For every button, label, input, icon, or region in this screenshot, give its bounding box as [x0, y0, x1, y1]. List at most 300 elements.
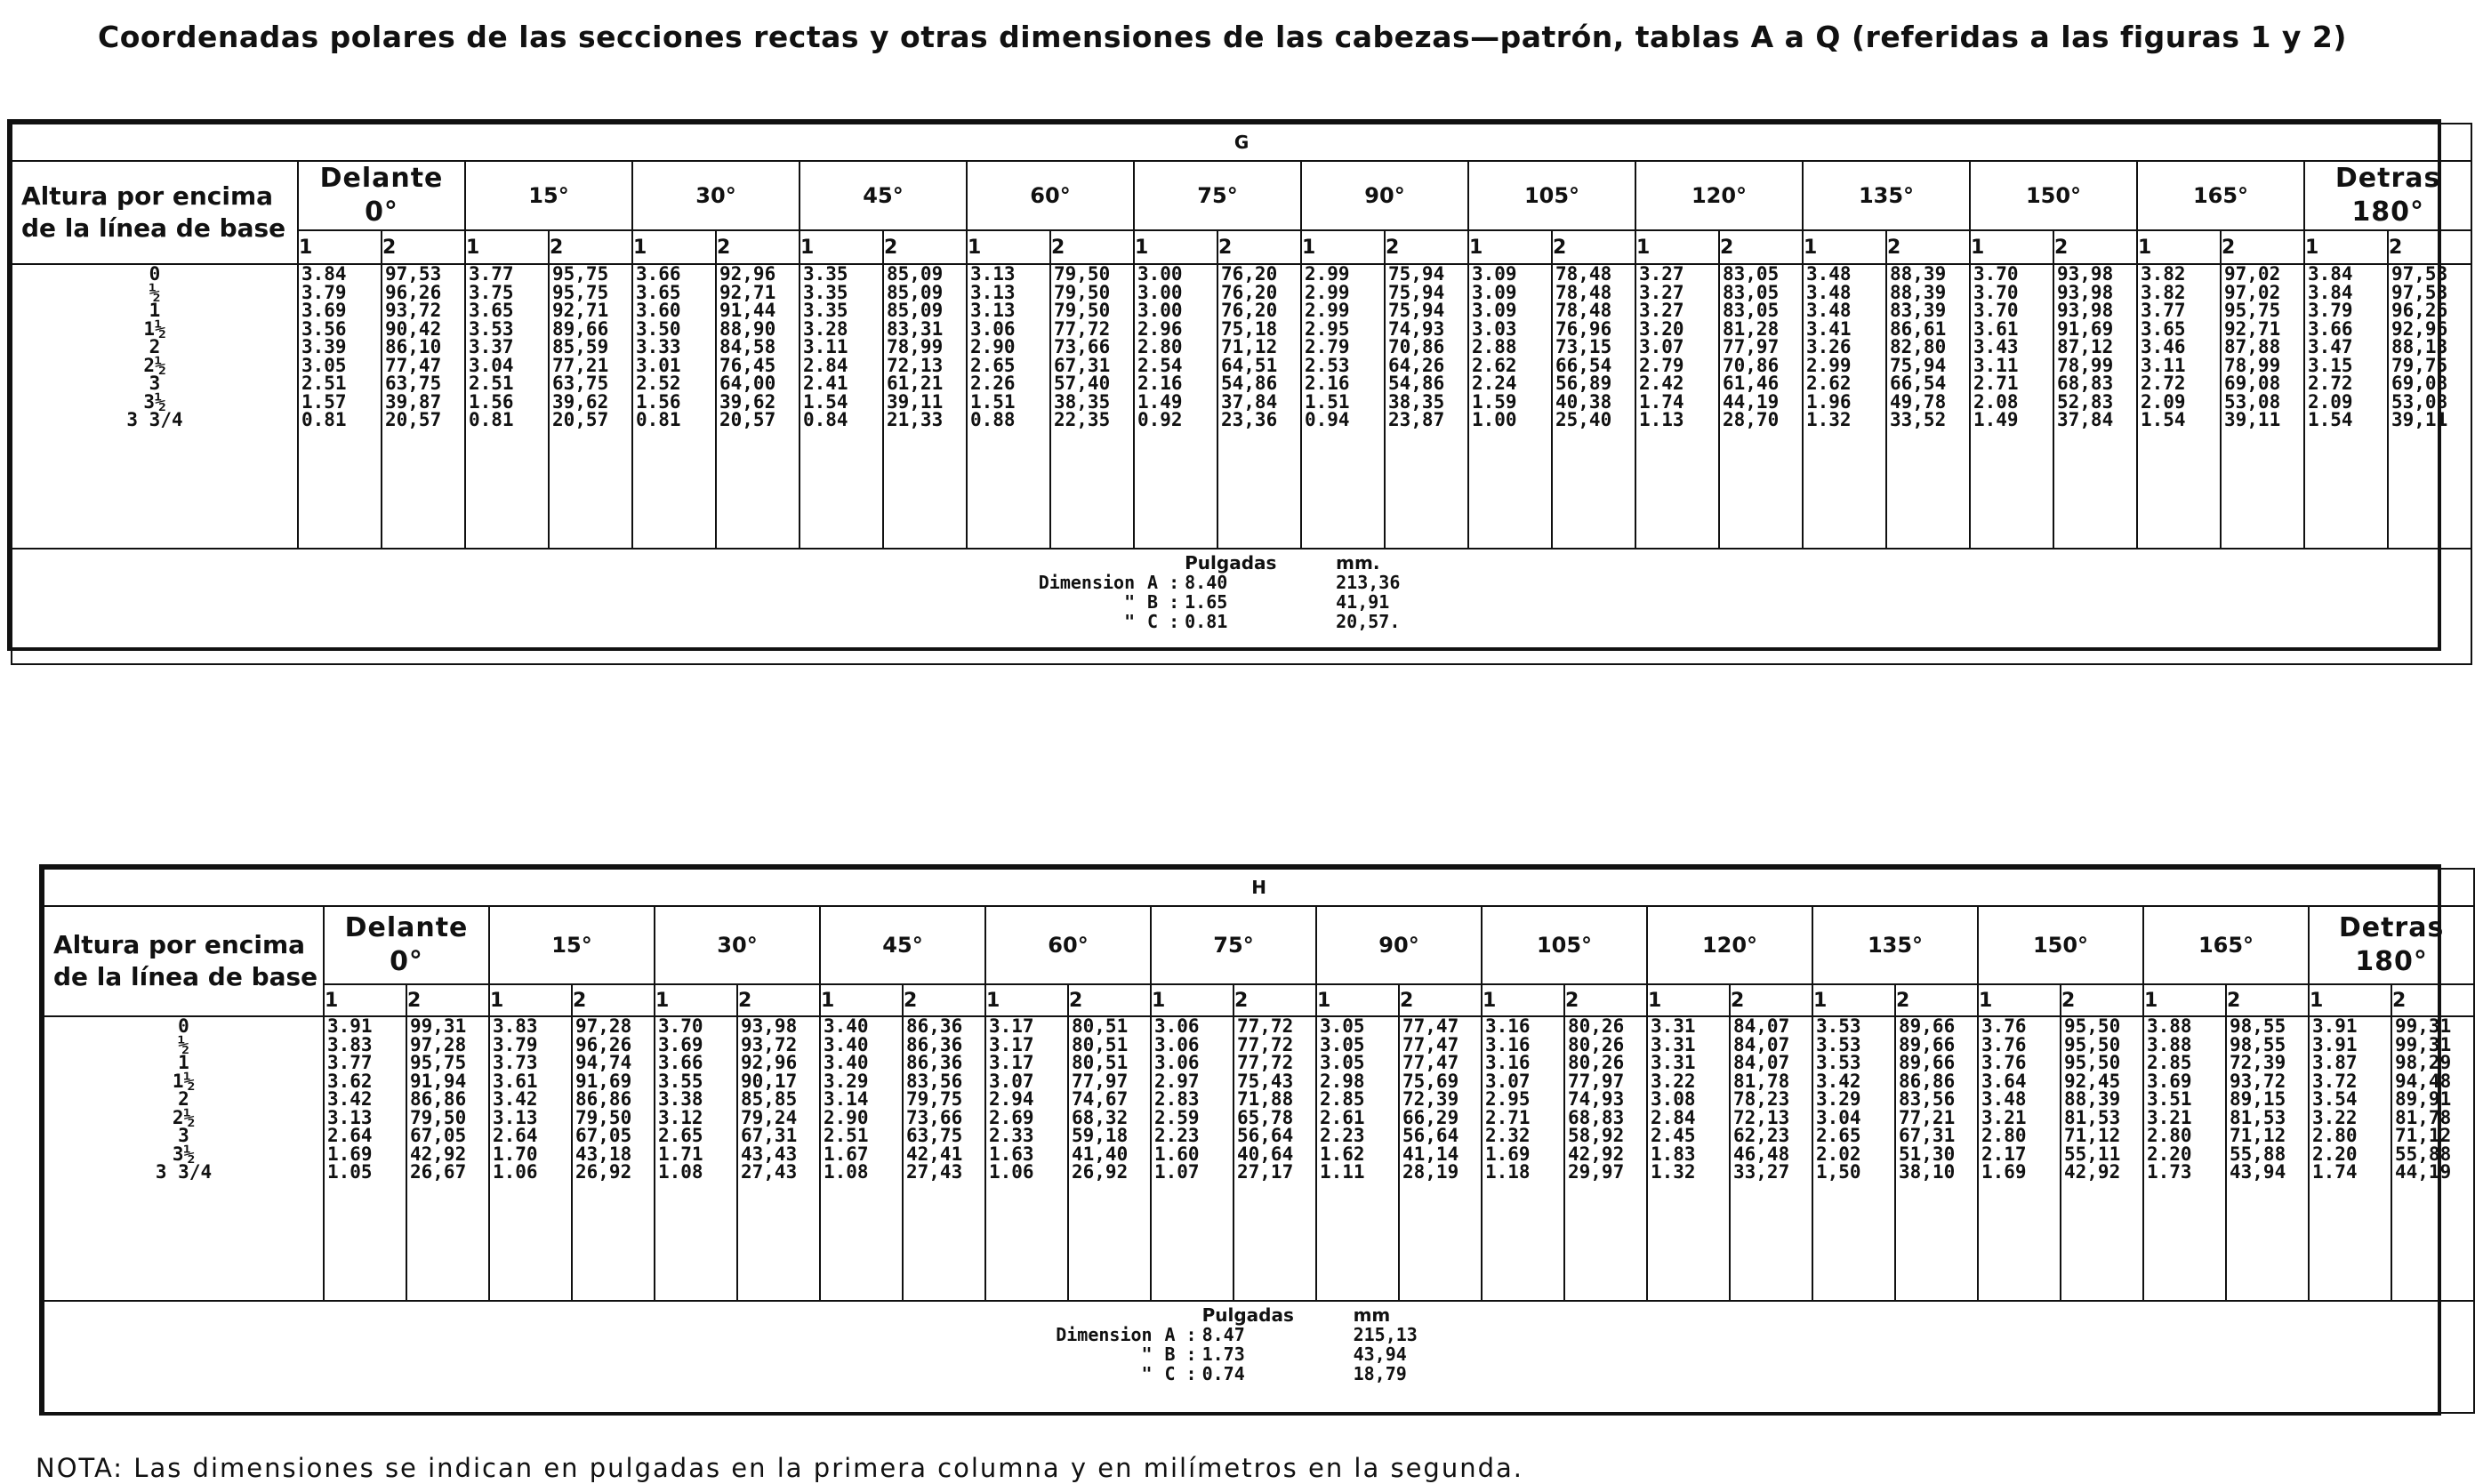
- inch-value: 1.32: [1651, 1161, 1696, 1183]
- inch-value: 3.20: [1639, 317, 1684, 340]
- inch-value: 3.82: [2141, 263, 2186, 285]
- inch-value: 1.54: [2308, 409, 2353, 430]
- mm-value: 84,58: [719, 336, 776, 357]
- mm-value: 71,88: [1237, 1088, 1294, 1110]
- mm-value: 49,78: [1890, 390, 1947, 413]
- mm-value: 75,43: [1237, 1070, 1294, 1092]
- height-value: 2½: [172, 1106, 196, 1128]
- inch-values: [1803, 264, 1886, 549]
- inch-value: 3.04: [469, 354, 514, 376]
- inch-value: 3.05: [1320, 1015, 1365, 1037]
- inch-value: 2.54: [1137, 354, 1183, 376]
- mm-value: 89,91: [2395, 1088, 2452, 1110]
- inch-value: 2.64: [493, 1125, 538, 1146]
- mm-value: 42,92: [1568, 1143, 1625, 1165]
- mm-unit-label: mm.: [1336, 552, 1380, 574]
- inch-value: 1.13: [1639, 409, 1684, 430]
- height-value: 2: [178, 1088, 189, 1110]
- inch-value: 2.41: [803, 373, 848, 394]
- mm-value: 78,48: [1555, 263, 1612, 285]
- sub-column-header: 2: [2221, 230, 2304, 264]
- dimension-letter: C :: [1164, 1363, 1197, 1384]
- sub-column-header: 1: [1647, 984, 1730, 1016]
- mm-value: 56,64: [1402, 1125, 1459, 1146]
- inch-value: 2.80: [2312, 1125, 2358, 1146]
- inch-value: 3.56: [301, 317, 347, 340]
- inch-value: 2.80: [1981, 1125, 2027, 1146]
- inch-value: 2.20: [2147, 1143, 2192, 1165]
- inch-unit-label: Pulgadas: [1185, 552, 1277, 574]
- mm-value: 98,55: [2230, 1015, 2286, 1037]
- mm-value: 92,96: [741, 1052, 798, 1073]
- mm-value: 39,62: [719, 390, 776, 413]
- inch-value: 1.69: [1485, 1143, 1531, 1165]
- mm-value: 27,17: [1237, 1161, 1294, 1183]
- inch-value: 3.53: [1816, 1052, 1861, 1073]
- inch-value: 3.79: [301, 281, 347, 303]
- mm-value: 76,20: [1221, 281, 1278, 303]
- mm-value: 88,90: [719, 317, 776, 340]
- inch-value: 2.90: [970, 336, 1016, 357]
- mm-value: 77,72: [1054, 317, 1111, 340]
- mm-value: 89,66: [1899, 1052, 1956, 1073]
- angle-header: Detras 180°: [2304, 161, 2471, 230]
- mm-values: [1895, 1016, 1978, 1301]
- mm-value: 26,67: [410, 1161, 467, 1183]
- mm-value: 40,38: [1555, 390, 1612, 413]
- inch-values: [1647, 1016, 1730, 1301]
- inch-value: 3.91: [2312, 1015, 2358, 1037]
- inch-value: 2.45: [1651, 1125, 1696, 1146]
- angle-header: Delante 0°: [324, 906, 489, 984]
- dimensions: [1010, 1305, 1508, 1384]
- inch-value: 3.05: [301, 354, 347, 376]
- inch-value: 3.40: [824, 1033, 869, 1055]
- height-value: 3: [178, 1125, 189, 1146]
- inch-value: 1.49: [1973, 409, 2019, 430]
- inch-value: 1.63: [989, 1143, 1034, 1165]
- inch-value: 1.07: [1154, 1161, 1200, 1183]
- mm-value: 80,26: [1568, 1015, 1625, 1037]
- inch-value: 1.18: [1485, 1161, 1531, 1183]
- mm-value: 96,26: [2391, 300, 2448, 321]
- mm-value: 86,36: [906, 1015, 963, 1037]
- angle-header: 150°: [1978, 906, 2143, 984]
- mm-value: 43,43: [741, 1143, 798, 1165]
- mm-value: 87,88: [2224, 336, 2281, 357]
- mm-value: 97,53: [2391, 281, 2448, 303]
- mm-value: 79,50: [1054, 300, 1111, 321]
- inch-value: 1.49: [1137, 390, 1183, 413]
- mm-value: 96,26: [385, 281, 442, 303]
- inch-value: 2.99: [1806, 354, 1852, 376]
- inch-value: 0.88: [970, 409, 1016, 430]
- mm-value: 64,51: [1221, 354, 1278, 376]
- mm-value: 39,87: [385, 390, 442, 413]
- mm-value: 63,75: [906, 1125, 963, 1146]
- inch-value: 3.75: [469, 281, 514, 303]
- inch-value: 3.31: [1651, 1015, 1696, 1037]
- inch-value: 2.71: [1973, 373, 2019, 394]
- mm-value: 86,86: [575, 1088, 632, 1110]
- inch-value: 2.79: [1305, 336, 1350, 357]
- angle-header: 105°: [1468, 161, 1635, 230]
- inch-values: [2309, 1016, 2391, 1301]
- dimension-label: Dimension: [1056, 1324, 1153, 1345]
- inch-values: [1151, 1016, 1233, 1301]
- mm-value: 92,71: [2224, 317, 2281, 340]
- mm-value: 93,72: [741, 1033, 798, 1055]
- sub-column-header: 1: [2143, 984, 2226, 1016]
- inch-value: 3.37: [469, 336, 514, 357]
- mm-value: 40,64: [1237, 1143, 1294, 1165]
- mm-value: 98,55: [2230, 1033, 2286, 1055]
- inch-value: 3.76: [1981, 1052, 2027, 1073]
- mm-value: 84,07: [1733, 1052, 1790, 1073]
- mm-value: 89,66: [552, 317, 609, 340]
- mm-value: 41,40: [1072, 1143, 1129, 1165]
- data-table: [43, 868, 2475, 1414]
- sub-column-header: 1: [655, 984, 737, 1016]
- mm-value: 80,51: [1072, 1015, 1129, 1037]
- sub-column-header: 1: [1803, 230, 1886, 264]
- inch-value: 2.85: [1320, 1088, 1365, 1110]
- inch-value: 2.51: [301, 373, 347, 394]
- sub-column-header: 1: [1970, 230, 2053, 264]
- dimension-label: ": [1124, 611, 1136, 632]
- mm-value: 62,23: [1733, 1125, 1790, 1146]
- inch-value: 2.09: [2141, 390, 2186, 413]
- mm-value: 23,87: [1388, 409, 1445, 430]
- mm-value: 43,94: [2230, 1161, 2286, 1183]
- dimension-row: [1010, 1364, 1508, 1384]
- inch-value: 2.84: [803, 354, 848, 376]
- dimensions-section: [12, 549, 2471, 664]
- mm-value: 83,31: [887, 317, 944, 340]
- angle-header: 60°: [985, 906, 1151, 984]
- angle-header: 30°: [632, 161, 800, 230]
- mm-value: 91,44: [719, 300, 776, 321]
- mm-value: 81,78: [2395, 1106, 2452, 1128]
- mm-value: 64,00: [719, 373, 776, 394]
- mm-value: 95,75: [552, 263, 609, 285]
- mm-value: 79,50: [410, 1106, 467, 1128]
- sub-column-header: 1: [489, 984, 572, 1016]
- mm-value: 73,66: [906, 1106, 963, 1128]
- mm-value: 70,86: [1388, 336, 1445, 357]
- inch-value: 1.32: [1806, 409, 1852, 430]
- inch-value: 3.09: [1472, 281, 1517, 303]
- angle-header: 105°: [1482, 906, 1647, 984]
- mm-value: 75,94: [1388, 300, 1445, 321]
- mm-value: 77,47: [1402, 1033, 1459, 1055]
- height-value: 2½: [143, 354, 166, 376]
- mm-value: 71,12: [2064, 1125, 2121, 1146]
- dimension-row: [992, 592, 1491, 612]
- mm-value: 25,40: [1555, 409, 1612, 430]
- inch-values: [800, 264, 883, 549]
- inch-value: 3.38: [658, 1088, 703, 1110]
- inch-value: 3.16: [1485, 1052, 1531, 1073]
- inch-value: 3.03: [1472, 317, 1517, 340]
- dimension-label: Dimension: [1038, 572, 1136, 593]
- mm-value: 39,11: [887, 390, 944, 413]
- mm-value: 22,35: [1054, 409, 1111, 430]
- inch-values: [1482, 1016, 1564, 1301]
- mm-unit-label: mm: [1353, 1304, 1391, 1326]
- inch-value: 1.51: [1305, 390, 1350, 413]
- mm-value: 77,47: [385, 354, 442, 376]
- angle-header: 150°: [1970, 161, 2137, 230]
- inch-value: 3.70: [1973, 263, 2019, 285]
- inch-value: 2.23: [1320, 1125, 1365, 1146]
- inch-value: 3.47: [2308, 336, 2353, 357]
- inch-value: 3.77: [2141, 300, 2186, 321]
- mm-value: 41,14: [1402, 1143, 1459, 1165]
- mm-value: 97,53: [385, 263, 442, 285]
- mm-value: 67,31: [1899, 1125, 1956, 1146]
- inch-value: 3.09: [1472, 263, 1517, 285]
- mm-value: 52,83: [2057, 390, 2114, 413]
- inch-value: 1.70: [493, 1143, 538, 1165]
- mm-value: 79,75: [906, 1088, 963, 1110]
- mm-values: [2226, 1016, 2309, 1301]
- dimension-label: ": [1124, 591, 1136, 613]
- sub-column-header: 2: [549, 230, 632, 264]
- mm-value: 72,39: [1402, 1088, 1459, 1110]
- inch-value: 3.42: [327, 1088, 373, 1110]
- height-value: 1: [149, 300, 161, 321]
- mm-value: 69,08: [2391, 373, 2448, 394]
- angle-header: Detras 180°: [2309, 906, 2474, 984]
- document-title: Coordenadas polares de las secciones rectas y otras dimensiones de las cabezas—patrón, tablas A a Q (referidas a las figuras 1 y 2): [98, 20, 2347, 54]
- mm-value: 78,99: [2224, 354, 2281, 376]
- mm-value: 74,93: [1568, 1088, 1625, 1110]
- mm-value: 83,05: [1723, 281, 1780, 303]
- mm-values: [1564, 1016, 1647, 1301]
- inch-value: 1.59: [1472, 390, 1517, 413]
- mm-value: 39,62: [552, 390, 609, 413]
- inch-value: 3.35: [803, 300, 848, 321]
- sub-column-header: 1: [1468, 230, 1552, 264]
- height-value: ½: [149, 281, 161, 303]
- mm-value: 85,85: [741, 1088, 798, 1110]
- mm-values: [903, 1016, 985, 1301]
- mm-values: [2221, 264, 2304, 549]
- mm-value: 73,66: [1054, 336, 1111, 357]
- mm-value: 88,39: [1890, 263, 1947, 285]
- mm-values: [1719, 264, 1803, 549]
- mm-value: 38,35: [1388, 390, 1445, 413]
- inch-value: 3.69: [2147, 1070, 2192, 1092]
- dimension-letter: B :: [1164, 1344, 1197, 1365]
- inch-values: [655, 1016, 737, 1301]
- dimension-row: [992, 573, 1491, 592]
- mm-value: 20,57: [552, 409, 609, 430]
- mm-value: 94,74: [575, 1052, 632, 1073]
- sub-column-header: 1: [1978, 984, 2061, 1016]
- inch-value: 1.69: [1981, 1161, 2027, 1183]
- mm-value: 78,48: [1555, 281, 1612, 303]
- mm-value: 99,31: [410, 1015, 467, 1037]
- inch-value: 3.06: [970, 317, 1016, 340]
- inch-value: 0.81: [636, 409, 681, 430]
- inch-value: 2.99: [1305, 263, 1350, 285]
- inch-values: [985, 1016, 1068, 1301]
- mm-value: 46,48: [1733, 1143, 1790, 1165]
- dimension-mm: 41,91: [1336, 591, 1390, 613]
- inch-value: 3.40: [824, 1015, 869, 1037]
- mm-value: 26,92: [575, 1161, 632, 1183]
- mm-value: 26,92: [1072, 1161, 1129, 1183]
- mm-value: 28,19: [1402, 1161, 1459, 1183]
- height-header: Altura por encima de la línea de base: [12, 161, 298, 264]
- mm-value: 79,50: [1054, 281, 1111, 303]
- angle-header: 90°: [1301, 161, 1468, 230]
- mm-value: 83,05: [1723, 263, 1780, 285]
- inch-value: 1.06: [989, 1161, 1034, 1183]
- sub-column-header: 2: [1050, 230, 1134, 264]
- inch-value: 1.56: [636, 390, 681, 413]
- inch-value: 3.13: [970, 300, 1016, 321]
- sub-column-header: 1: [1482, 984, 1564, 1016]
- height-value: 1½: [143, 317, 166, 340]
- inch-value: 2.90: [824, 1106, 869, 1128]
- mm-value: 95,50: [2064, 1033, 2121, 1055]
- inch-value: 3.84: [301, 263, 347, 285]
- inch-value: 3.48: [1981, 1088, 2027, 1110]
- inch-value: 3.91: [327, 1015, 373, 1037]
- mm-value: 81,78: [1733, 1070, 1790, 1092]
- inch-value: 2.95: [1485, 1088, 1531, 1110]
- inch-value: 2.80: [1137, 336, 1183, 357]
- mm-value: 94,48: [2395, 1070, 2452, 1092]
- inch-value: 1.60: [1154, 1143, 1200, 1165]
- inch-values: [1316, 1016, 1399, 1301]
- mm-value: 86,86: [1899, 1070, 1956, 1092]
- mm-value: 85,09: [887, 263, 944, 285]
- mm-value: 97,02: [2224, 281, 2281, 303]
- inch-value: 2.59: [1154, 1106, 1200, 1128]
- inch-value: 3.13: [327, 1106, 373, 1128]
- mm-values: [1217, 264, 1301, 549]
- inch-value: 3.28: [803, 317, 848, 340]
- inch-value: 1.11: [1320, 1161, 1365, 1183]
- mm-value: 67,05: [575, 1125, 632, 1146]
- angle-header: 135°: [1803, 161, 1970, 230]
- mm-value: 86,36: [906, 1052, 963, 1073]
- inch-value: 3.76: [1981, 1033, 2027, 1055]
- mm-value: 78,99: [887, 336, 944, 357]
- mm-value: 75,94: [1388, 263, 1445, 285]
- mm-value: 43,18: [575, 1143, 632, 1165]
- inch-value: 3.26: [1806, 336, 1852, 357]
- mm-value: 77,47: [1402, 1052, 1459, 1073]
- mm-value: 76,96: [1555, 317, 1612, 340]
- dimension-mm: 213,36: [1336, 572, 1401, 593]
- inch-value: 1.69: [327, 1143, 373, 1165]
- inch-value: 3.41: [1806, 317, 1852, 340]
- inch-value: 1.00: [1472, 409, 1517, 430]
- mm-values: [1399, 1016, 1482, 1301]
- mm-value: 82,80: [1890, 336, 1947, 357]
- sub-column-header: 2: [903, 984, 985, 1016]
- mm-value: 28,70: [1723, 409, 1780, 430]
- sub-column-header: 1: [2304, 230, 2388, 264]
- mm-value: 38,10: [1899, 1161, 1956, 1183]
- footnote: NOTA: Las dimensiones se indican en pulgadas en la primera columna y en milímetros en la segunda.: [36, 1453, 1523, 1483]
- dimension-inch: 1.73: [1201, 1344, 1245, 1365]
- mm-value: 39,11: [2391, 409, 2448, 430]
- mm-value: 71,12: [2395, 1125, 2452, 1146]
- inch-value: 3.39: [301, 336, 347, 357]
- inch-value: 1.73: [2147, 1161, 2192, 1183]
- inch-value: 2.20: [2312, 1143, 2358, 1165]
- inch-value: 3.17: [989, 1015, 1034, 1037]
- inch-value: 2.65: [970, 354, 1016, 376]
- mm-value: 92,96: [719, 263, 776, 285]
- inch-value: 3.13: [493, 1106, 538, 1128]
- inch-value: 3.82: [2141, 281, 2186, 303]
- mm-value: 75,69: [1402, 1070, 1459, 1092]
- inch-value: 3.05: [1320, 1033, 1365, 1055]
- sub-column-header: 1: [632, 230, 716, 264]
- height-values: [12, 264, 298, 549]
- dimension-letter: A :: [1147, 572, 1180, 593]
- data-table: [11, 123, 2472, 665]
- mm-value: 27,43: [741, 1161, 798, 1183]
- inch-values: [1970, 264, 2053, 549]
- angle-header: 45°: [820, 906, 985, 984]
- inch-value: 2.71: [1485, 1106, 1531, 1128]
- dimension-inch: 8.40: [1185, 572, 1228, 593]
- inch-value: 3.42: [1816, 1070, 1861, 1092]
- mm-value: 92,45: [2064, 1070, 2121, 1092]
- height-value: 3½: [143, 390, 166, 413]
- angle-header: 15°: [465, 161, 632, 230]
- dimension-row: [992, 612, 1491, 631]
- inch-value: 3.70: [1973, 281, 2019, 303]
- mm-value: 81,53: [2230, 1106, 2286, 1128]
- mm-value: 92,96: [2391, 317, 2448, 340]
- sub-column-header: 1: [967, 230, 1050, 264]
- inch-value: 3.61: [493, 1070, 538, 1092]
- inch-value: 1.74: [1639, 390, 1684, 413]
- sub-column-header: 1: [1301, 230, 1385, 264]
- mm-value: 84,07: [1733, 1015, 1790, 1037]
- inch-value: 1.08: [658, 1161, 703, 1183]
- inch-value: 3.16: [1485, 1033, 1531, 1055]
- sub-column-header: 2: [1895, 984, 1978, 1016]
- dimensions: [992, 553, 1491, 631]
- dimension-letter: A :: [1164, 1324, 1197, 1345]
- mm-value: 61,46: [1723, 373, 1780, 394]
- mm-value: 53,08: [2224, 390, 2281, 413]
- inch-value: 2.08: [1973, 390, 2019, 413]
- sub-column-header: 2: [1385, 230, 1468, 264]
- inch-value: 2.99: [1305, 281, 1350, 303]
- inch-value: 0.81: [301, 409, 347, 430]
- mm-value: 37,84: [1221, 390, 1278, 413]
- inch-value: 2.96: [1137, 317, 1183, 340]
- mm-value: 68,32: [1072, 1106, 1129, 1128]
- mm-values: [2391, 1016, 2474, 1301]
- inch-value: 3.53: [1816, 1033, 1861, 1055]
- inch-value: 3.22: [2312, 1106, 2358, 1128]
- mm-values: [1552, 264, 1635, 549]
- mm-value: 75,94: [1388, 281, 1445, 303]
- inch-value: 3.27: [1639, 281, 1684, 303]
